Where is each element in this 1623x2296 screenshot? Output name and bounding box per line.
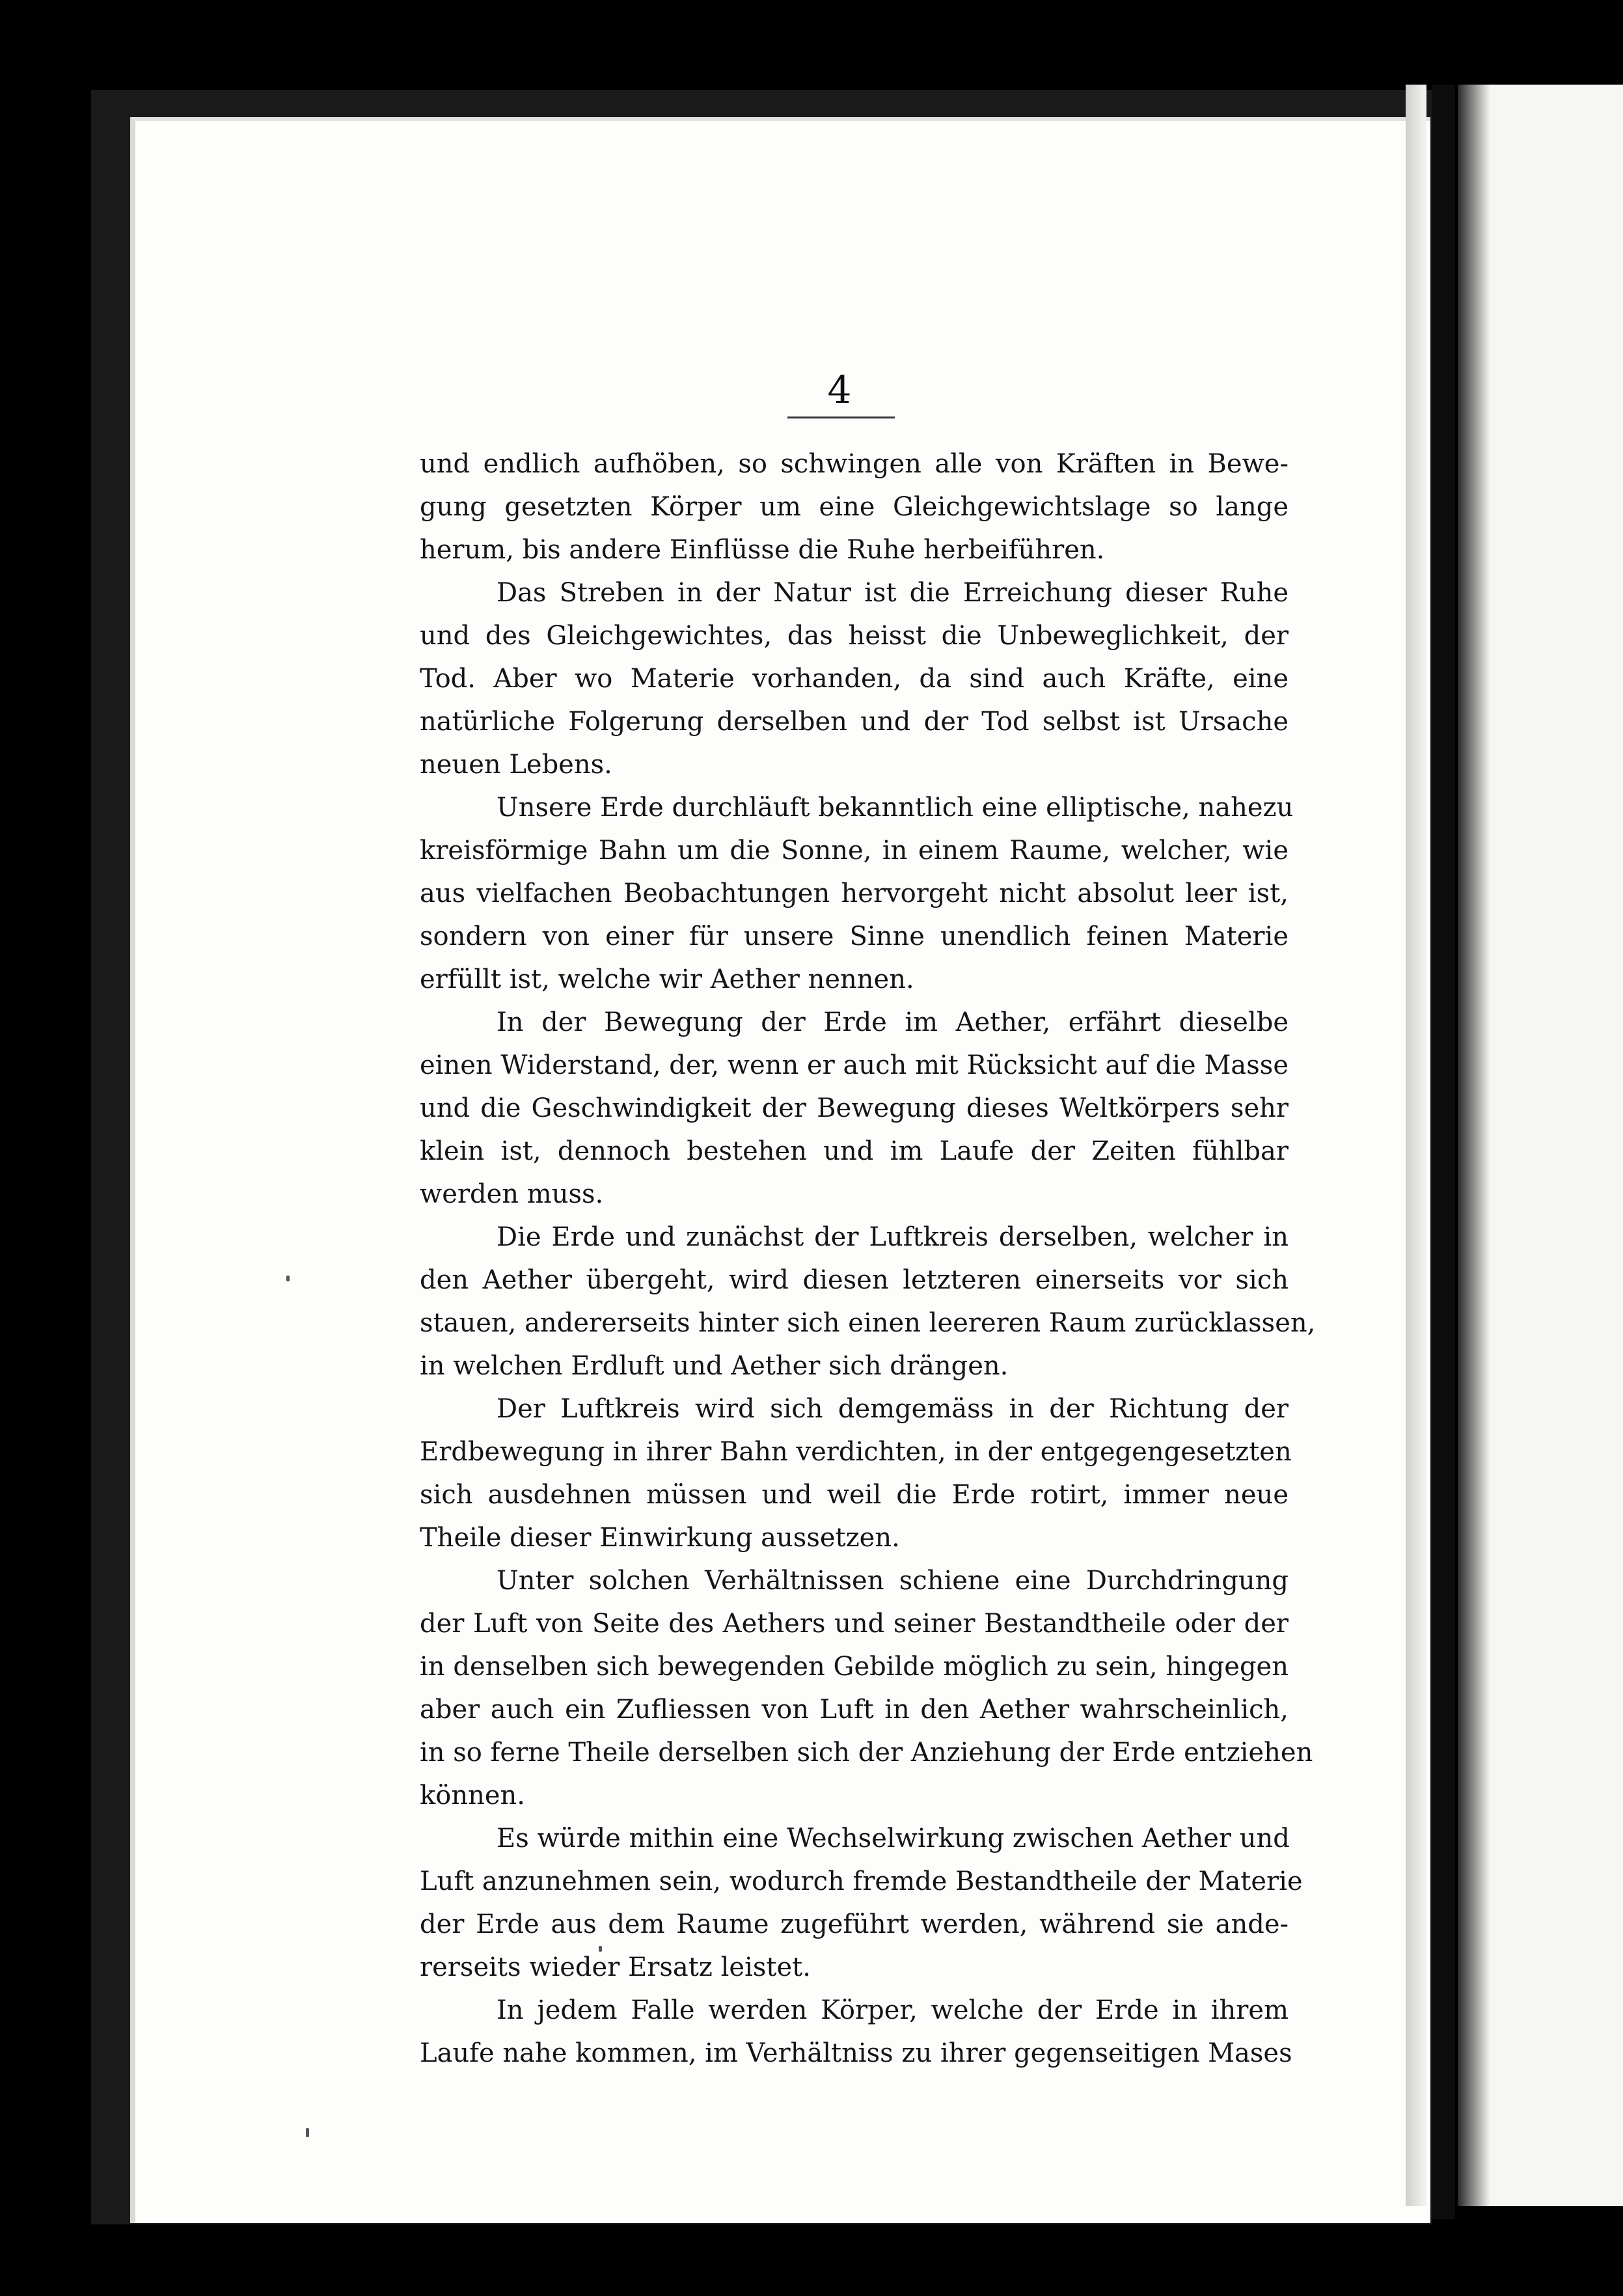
text-line: und endlich aufhöben, so schwingen alle von Kräften in Bewe-	[420, 449, 1289, 479]
text-line: Laufe nahe kommen, im Verhältniss zu ihrer gegenseitigen Mases	[420, 2038, 1292, 2068]
book-spine	[1432, 85, 1455, 2219]
paragraph	[420, 1001, 1289, 1216]
paragraph	[420, 1216, 1316, 1387]
adjacent-page-shadow	[1458, 85, 1490, 2206]
text-line: Es würde mithin eine Wechselwirkung zwischen Aether und	[497, 1824, 1290, 1853]
text-line: neuen Lebens.	[420, 750, 612, 780]
text-line: In der Bewegung der Erde im Aether, erfährt dieselbe	[497, 1007, 1289, 1037]
text-line: und des Gleichgewichtes, das heisst die Unbeweglichkeit, der	[420, 621, 1289, 651]
text-line: Das Streben in der Natur ist die Erreichung dieser Ruhe	[497, 578, 1289, 608]
text-line: aber auch ein Zufliessen von Luft in den Aether wahrscheinlich,	[420, 1695, 1289, 1725]
paragraph	[420, 1989, 1292, 2075]
paragraph	[420, 1817, 1303, 1989]
paragraph	[420, 571, 1289, 786]
text-line: der Luft von Seite des Aethers und seiner Bestandtheile oder der	[420, 1609, 1289, 1639]
page-number-rule	[787, 417, 895, 418]
text-line: können.	[420, 1781, 525, 1811]
page-edge	[1406, 85, 1426, 2206]
text-line: sich ausdehnen müssen und weil die Erde rotirt, immer neue	[420, 1480, 1289, 1510]
text-line: in welchen Erdluft und Aether sich drängen.	[420, 1351, 1009, 1381]
body-text	[420, 443, 1316, 2075]
text-line: Die Erde und zunächst der Luftkreis derselben, welcher in	[497, 1222, 1289, 1252]
scan-speck	[286, 1276, 290, 1281]
text-line: in denselben sich bewegenden Gebilde möglich zu sein, hingegen	[420, 1652, 1289, 1682]
text-line: klein ist, dennoch bestehen und im Laufe der Zeiten fühlbar	[420, 1136, 1289, 1166]
text-line: der Erde aus dem Raume zugeführt werden, während sie ande-	[420, 1909, 1289, 1939]
scan-speck	[599, 1946, 602, 1952]
paragraph	[420, 786, 1294, 1001]
scan-speck	[306, 2128, 309, 2137]
text-line: in so ferne Theile derselben sich der Anziehung der Erde entziehen	[420, 1738, 1313, 1768]
text-line: Der Luftkreis wird sich demgemäss in der Richtung der	[497, 1394, 1289, 1424]
text-line: erfüllt ist, welche wir Aether nennen.	[420, 964, 914, 994]
text-line: Luft anzunehmen sein, wodurch fremde Bestandtheile der Materie	[420, 1866, 1303, 1896]
text-line: rerseits wieder Ersatz leistet.	[420, 1952, 811, 1982]
text-line: natürliche Folgerung derselben und der Tod selbst ist Ursache	[420, 707, 1289, 737]
paragraph	[420, 1559, 1313, 1817]
text-line: Unsere Erde durchläuft bekanntlich eine elliptische, nahezu	[497, 793, 1294, 823]
paragraph	[420, 443, 1289, 571]
text-line: Tod. Aber wo Materie vorhanden, da sind auch Kräfte, eine	[420, 664, 1289, 694]
text-line: werden muss.	[420, 1179, 604, 1209]
text-line: einen Widerstand, der, wenn er auch mit Rücksicht auf die Masse	[420, 1050, 1289, 1080]
text-line: und die Geschwindigkeit der Bewegung dieses Weltkörpers sehr	[420, 1093, 1289, 1123]
text-line: Theile dieser Einwirkung aussetzen.	[420, 1523, 900, 1553]
text-line: stauen, andererseits hinter sich einen leereren Raum zurücklassen,	[420, 1308, 1316, 1338]
paragraph	[420, 1387, 1292, 1559]
text-line: kreisförmige Bahn um die Sonne, in einem Raume, welcher, wie	[420, 836, 1289, 866]
page-number: 4	[827, 368, 852, 412]
text-line: herum, bis andere Einflüsse die Ruhe herbeiführen.	[420, 535, 1105, 565]
text-line: aus vielfachen Beobachtungen hervorgeht nicht absolut leer ist,	[420, 879, 1289, 909]
text-line: gung gesetzten Körper um eine Gleichgewichtslage so lange	[420, 492, 1289, 522]
text-line: Erdbewegung in ihrer Bahn verdichten, in der entgegengesetzten	[420, 1437, 1292, 1467]
text-line: den Aether übergeht, wird diesen letzteren einerseits vor sich	[420, 1265, 1289, 1295]
text-line: sondern von einer für unsere Sinne unendlich feinen Materie	[420, 922, 1289, 951]
text-line: Unter solchen Verhältnissen schiene eine Durchdringung	[497, 1566, 1289, 1596]
text-line: In jedem Falle werden Körper, welche der Erde in ihrem	[497, 1995, 1289, 2025]
